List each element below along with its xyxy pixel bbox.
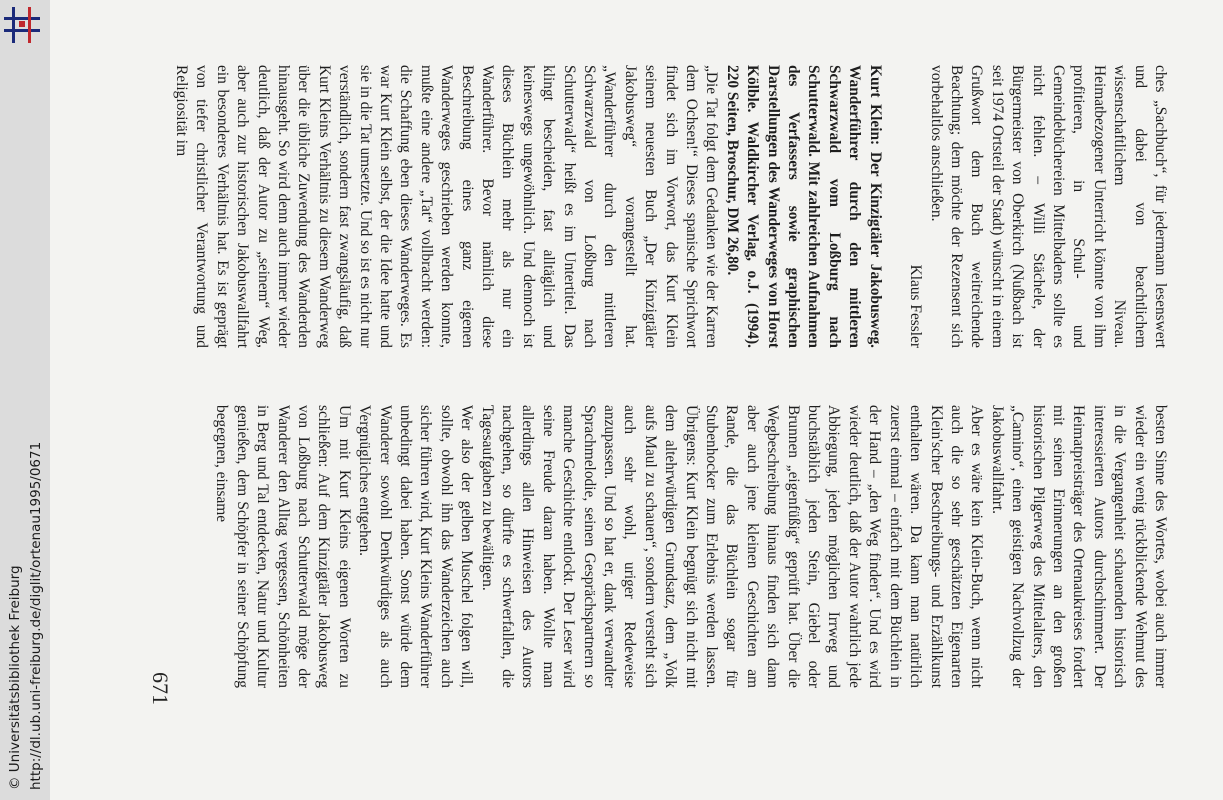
text-column-left	[171, 65, 1171, 348]
source-url[interactable]: http://dl.ub.uni-freiburg.de/diglit/ortenau1995/0671	[28, 441, 44, 790]
viewer-sidebar	[0, 0, 50, 800]
page-number: 671	[148, 672, 173, 705]
copyright-notice: © Universitätsbibliothek Freiburg	[7, 565, 23, 790]
scanned-page	[50, 0, 1223, 800]
university-logo-icon	[0, 5, 44, 45]
paragraph: Wer also der gelben Muschel folgen will, sollte, obwohl ihn das Wanderzeichen auch sicher führen wird, Kurt Kleins Wanderführer unbedingt dabei haben. Sonst würde dem Wanderer sowohl Denkwürdiges als auch Vergnügliches entgehen.	[356, 405, 476, 688]
reviewer-signature: Klaus Fessler	[907, 264, 925, 348]
paragraph: besten Sinne des Wortes, wobei auch immer wieder ein wenig rückblickende Wehmut des in die Vergangenheit schauenden historisch interessierten Autors durchschimmert. Der Heimatpreisträger des Ortenaukreises fordert mit seinen Erinnerungen an den großen historischen Pilgerweg des Mittelalters, den „Camino“, einen geistigen Nachvollzug der Jakobuswallfahrt.	[988, 405, 1169, 688]
paragraph: ches „Sachbuch“, für jedermann lesenswert und dabei von beachtlichem wissenschaftlichem Niveau. Heimatbezogener Unterricht könnte von ihm profitieren, in Schul- und Gemeindebüchereien Mittelbadens sollte es nicht fehlen. – Willi Stächele, der Bürgermeister von Oberkirch (Nußbach ist seit 1974 Ortsteil der Stadt) wünscht in einem Grußwort dem Buch weitreichende Beachtung; dem möchte der Rezensent sich vorbehaltlos anschließen.	[927, 65, 1169, 348]
paragraph: Um mit Kurt Kleins eigenen Worten zu schließen: Auf dem Kinzigtäler Jakobusweg von Loßburg nach Schutterwald möge der Wanderer den Alltag vergessen, Schönheiten in Berg und Tal entdecken, Natur und Kultur genießen, dem Schöpfer in seiner Schöpfung begegnen, einsame	[213, 405, 353, 688]
paragraph: „Die Tat folgt dem Gedanken wie der Karren dem Ochsen!“ Dieses spanische Sprichwort findet sich im Vorwort, das Kurt Klein seinem neuesten Buch „Der Kinzigtäler Jakobusweg“ vorangestellt hat. „Wanderführer durch den mittleren Schwarzwald von Loßburg nach Schutterwald“ heißt es im Untertitel. Das klingt bescheiden, fast alltäglich und keineswegs ungewöhnlich. Und dennoch ist dieses Büchlein mehr als nur ein Wanderführer. Bevor nämlich diese Beschreibung eines ganz eigenen Wanderweges geschrieben werden konnte, mußte eine andere „Tat“ vollbracht werden: die Schaffung eben dieses Wanderweges. Es war Kurt Klein selbst, der die Idee hatte und sie in die Tat umsetzte. Und so ist es nicht nur verständlich, sondern fast zwangsläufig, daß Kurt Kleins Verhältnis zu diesem Wanderweg über die übliche Zuwendung des Wanderden hinausgeht. So wird denn auch immer wieder deutlich, daß der Autor zu „seinem“ Weg, aber auch zur historischen Jakobuswallfahrt ein besonderes Verhältnis hat. Es ist geprägt von tiefer christlicher Verantwortung und Religiosität im	[172, 65, 721, 348]
paragraph: Aber es wäre kein Klein-Buch, wenn nicht auch die so sehr geschätzten Eigenarten Klein'scher Beschreibungs- und Erzählkunst enthalten wären. Da kann man natürlich zuerst einmal – einfach mit dem Büchlein in der Hand – „den Weg finden“. Und es wird wieder deutlich, daß der Autor wahrlich jede Abbiegung, jeden möglichen Irrweg und buchstäblich jeden Stein, Giebel oder Brunnen „eigenfüßig“ geprüft hat. Über die Wegbeschreibung hinaus finden sich dann aber auch jene kleinen Geschichten am Rande, die das Büchlein sogar für Stubenhocker zum Erlebnis werden lassen. Übrigens: Kurt Klein begnügt sich nicht mit dem altehrwürdigen Grundsatz, dem „Volk aufs Maul zu schauen“, sondern versteht sich auch sehr wohl, uriger Redeweise anzupassen. Und so hat er, dank verwandter Sprachmelodie, seinen Gesprächspartnern so manche Geschichte entlockt. Der Leser wird seine Freude daran haben. Wollte man allerdings allen Hinweisen des Autors nachgehen, so dürfte es schwerfallen, die Tagesaufgaben zu bewältigen.	[478, 405, 986, 688]
page-content	[50, 0, 1223, 800]
review-heading: Kurt Klein: Der Kinzigtäler Jakobusweg. Wanderführer durch den mittleren Schwarzwald vom Loßburg nach Schutterwald. Mit zahlreichen Aufnahmen des Verfassers sowie graphischen Darstellungen des Wanderweges von Horst Kölble. Waldkircher Verlag, o.J. (1994). 220 Seiten, Broschur, DM 26,80.	[723, 65, 884, 348]
text-column-right	[211, 405, 1170, 688]
